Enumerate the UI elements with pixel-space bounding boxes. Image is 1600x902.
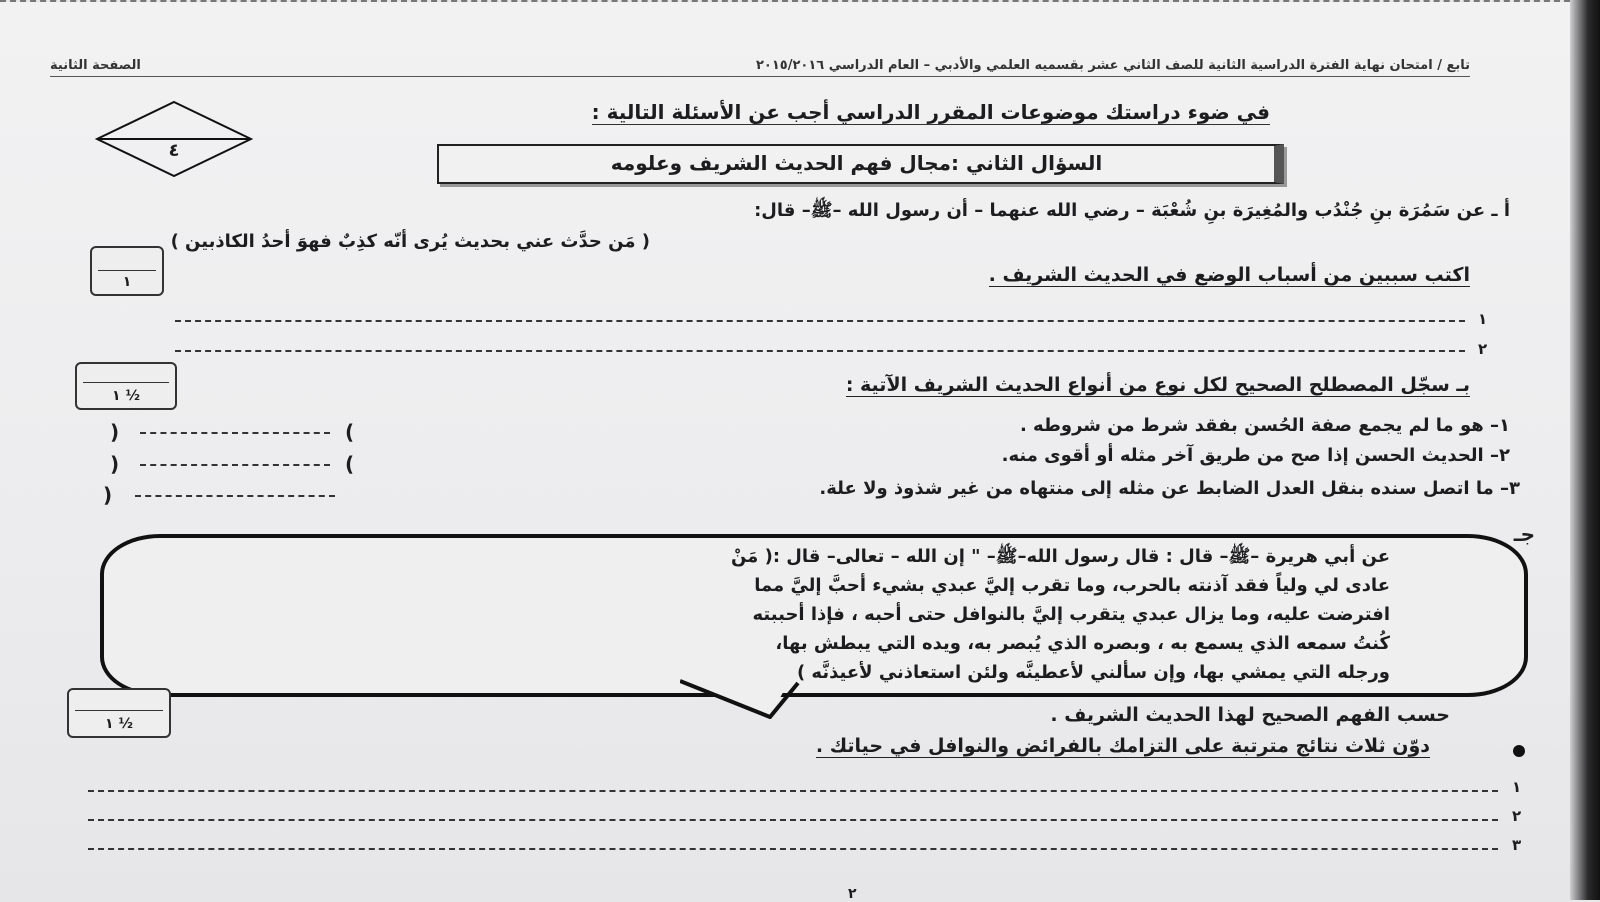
task-c: دوّن ثلاث نتائج مترتبة على التزامك بالفرائض والنوافل في حياتك . <box>815 735 1430 757</box>
task-b: بـ سجّل المصطلح الصحيح لكل نوع من أنواع الحديث الشريف الآتية : <box>845 374 1470 396</box>
hadith-line-2: عادى لي ولياً فقد آذنته بالحرب، وما تقرب إليَّ عبدي بشيء أحبَّ إليَّ مما <box>754 575 1390 596</box>
context-c: حسب الفهم الصحيح لهذا الحديث الشريف . <box>1050 704 1450 726</box>
page-number: ٢ <box>848 886 857 902</box>
term-blank-1[interactable] <box>140 432 330 434</box>
paren-open-1: ( <box>345 420 355 444</box>
mark-box-b <box>75 362 177 410</box>
paren-close-2: ) <box>110 452 120 476</box>
question-mark-diamond <box>95 100 253 178</box>
term-blank-2[interactable] <box>140 464 330 466</box>
answer-c-num-3: ٣ <box>1512 836 1522 854</box>
hadith-line-1: عن أبي هريرة –ﷺ– قال : قال رسول الله–ﷺ– " إن الله – تعالى– قال :( مَنْ <box>730 546 1390 567</box>
paren-open-2: ( <box>345 452 355 476</box>
mark-box-a <box>90 246 164 296</box>
part-c-label: جـ <box>1513 522 1535 546</box>
header-exam-line: تابع / امتحان نهاية الفترة الدراسية الثانية للصف الثاني عشر بقسميه العلمي والأدبي – العام الدراسي ٢٠١٥/٢٠١٦ <box>756 58 1470 73</box>
answer-a-num-2: ٢ <box>1478 340 1488 358</box>
hadith-line-5: ورجله التي يمشي بها، وإن سألني لأعطينَّه ولئن استعاذني لأعيذنَّه ) <box>796 662 1390 683</box>
hadith-a-intro: أ ـ عن سَمُرَة بنِ جُنْدُب والمُغِيرَة بنِ شُعْبَة – رضي الله عنهما – أن رسول الله –ﷺ– قال: <box>754 200 1510 221</box>
answer-c-num-1: ١ <box>1512 778 1522 796</box>
question-mark-value: ٤ <box>168 140 180 161</box>
mark-a: ١ <box>122 274 132 290</box>
section-title-box <box>437 144 1284 184</box>
term-item-2: ٢– الحديث الحسن إذا صح من طريق آخر مثله أو أقوى منه. <box>1001 445 1510 466</box>
mark-box-c <box>67 688 171 738</box>
answer-a-line-2[interactable] <box>175 350 1465 352</box>
answer-c-line-1[interactable] <box>88 790 1498 792</box>
header-page-label: الصفحة الثانية <box>50 58 141 73</box>
bullet-icon <box>1513 745 1525 757</box>
term-item-1: ١– هو ما لم يجمع صفة الحُسن بفقد شرط من شروطه . <box>1019 415 1510 436</box>
paren-close-3: ) <box>103 483 113 507</box>
photo-edge-shadow <box>1570 0 1600 900</box>
answer-c-line-2[interactable] <box>88 819 1498 821</box>
answer-a-line-1[interactable] <box>175 320 1465 322</box>
answer-a-num-1: ١ <box>1478 310 1488 328</box>
task-a: اكتب سببين من أسباب الوضع في الحديث الشريف . <box>988 264 1470 286</box>
hadith-line-3: افترضت عليه، وما يزال عبدي يتقرب إليَّ بالنوافل حتى أحبه ، فإذا أحببته <box>752 604 1390 625</box>
term-blank-3[interactable] <box>135 495 335 497</box>
answer-c-num-2: ٢ <box>1512 807 1522 825</box>
hadith-c-text <box>160 542 1390 687</box>
hadith-line-4: كُنتُ سمعه الذي يسمع به ، وبصره الذي يُبصر به، ويده التي يبطش بها، <box>775 633 1390 654</box>
answer-c-line-3[interactable] <box>88 848 1498 850</box>
paren-close-1: ) <box>110 420 120 444</box>
term-item-3: ٣– ما اتصل سنده بنقل العدل الضابط عن مثله إلى منتهاه من غير شذوذ ولا علة. <box>819 478 1520 499</box>
mark-c: ١ ½ <box>105 716 133 732</box>
mark-b: ١ ½ <box>112 388 140 404</box>
hadith-a-text: ( مَن حدَّث عني بحديث يُرى أنّه كذِبٌ فهوَ أحدُ الكاذبين ) <box>170 231 650 252</box>
section-title: السؤال الثاني :مجال فهم الحديث الشريف وعلومه <box>610 151 1103 175</box>
exam-header <box>50 58 1470 77</box>
instruction: في ضوء دراستك موضوعات المقرر الدراسي أجب عن الأسئلة التالية : <box>591 100 1270 124</box>
